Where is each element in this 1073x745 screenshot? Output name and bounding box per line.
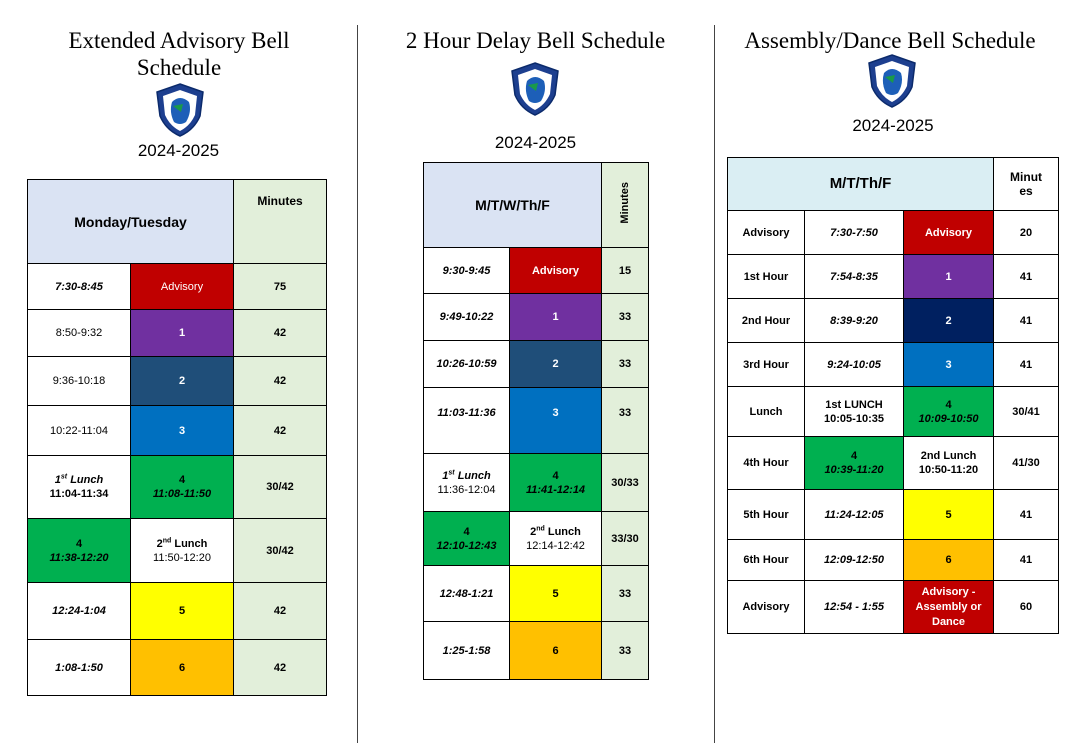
minutes-cell: 42: [234, 357, 327, 406]
period-6: 6: [510, 622, 602, 680]
minutes-cell: 33: [602, 622, 649, 680]
hour-label: 6th Hour: [728, 540, 805, 581]
minutes-cell: 42: [234, 583, 327, 640]
lion-shield-logo: [154, 82, 206, 138]
period-6: 6: [904, 540, 994, 581]
assembly-dance-schedule: [714, 0, 1073, 745]
hour-label: 4th Hour: [728, 437, 805, 490]
time-cell: 8:50-9:32: [28, 310, 131, 357]
period-4: 4 12:10-12:43: [424, 512, 510, 566]
period-2: 2: [510, 341, 602, 388]
table-header-minutes: Minutes: [602, 163, 649, 248]
period-4: 4 10:39-11:20: [805, 437, 904, 490]
time-cell: 9:24-10:05: [805, 343, 904, 387]
schedule-title: 2 Hour Delay Bell Schedule: [405, 28, 666, 53]
period-4: 4 11:41-12:14: [510, 454, 602, 512]
minutes-cell: 30/33: [602, 454, 649, 512]
minutes-cell: 30/41: [994, 387, 1059, 437]
schedule-table: [27, 179, 327, 696]
time-cell: 7:30-7:50: [805, 211, 904, 255]
time-cell: 8:39-9:20: [805, 299, 904, 343]
schedule-table: [727, 157, 1059, 634]
hour-label: Advisory: [728, 581, 805, 634]
period-1: 1: [904, 255, 994, 299]
period-advisory-assembly: Advisory - Assembly or Dance: [904, 581, 994, 634]
period-5: 5: [904, 490, 994, 540]
minutes-cell: 41/30: [994, 437, 1059, 490]
minutes-cell: 30/42: [234, 456, 327, 519]
hour-label: 1st Hour: [728, 255, 805, 299]
time-cell: 10:26-10:59: [424, 341, 510, 388]
minutes-cell: 41: [994, 255, 1059, 299]
time-cell: 10:22-11:04: [28, 406, 131, 456]
period-2: 2: [904, 299, 994, 343]
period-advisory: Advisory: [510, 248, 602, 294]
extended-advisory-schedule: [0, 0, 357, 745]
second-lunch-cell: 2nd Lunch 12:14-12:42: [510, 512, 602, 566]
period-6: 6: [131, 640, 234, 696]
minutes-cell: 60: [994, 581, 1059, 634]
second-lunch-cell: 2nd Lunch 10:50-11:20: [904, 437, 994, 490]
period-1: 1: [131, 310, 234, 357]
schedule-table: [423, 162, 649, 680]
schedule-title: Extended Advisory Bell Schedule: [68, 28, 290, 80]
minutes-cell: 30/42: [234, 519, 327, 583]
first-lunch-cell: [28, 456, 131, 519]
time-cell: 7:54-8:35: [805, 255, 904, 299]
time-cell: 12:54 - 1:55: [805, 581, 904, 634]
hour-label: 5th Hour: [728, 490, 805, 540]
period-2: 2: [131, 357, 234, 406]
minutes-cell: 33: [602, 341, 649, 388]
minutes-cell: 42: [234, 310, 327, 357]
lunch-label: 1st Lunch: [54, 473, 104, 486]
time-cell: 12:24-1:04: [28, 583, 131, 640]
lion-shield-logo: [866, 53, 918, 109]
two-hour-delay-schedule: [357, 0, 714, 745]
time-cell: 9:36-10:18: [28, 357, 131, 406]
time-cell: 9:30-9:45: [424, 248, 510, 294]
table-header-days: M/T/W/Th/F: [424, 163, 602, 248]
time-cell: 9:49-10:22: [424, 294, 510, 341]
hour-label: Advisory: [728, 211, 805, 255]
period-4: 4 11:08-11:50: [131, 456, 234, 519]
second-lunch-cell: 2nd Lunch 11:50-12:20: [131, 519, 234, 583]
school-year: 2024-2025: [494, 133, 577, 152]
time-cell: 1:25-1:58: [424, 622, 510, 680]
time-cell: 7:30-8:45: [28, 264, 131, 310]
period-1: 1: [510, 294, 602, 341]
hour-label: Lunch: [728, 387, 805, 437]
period-3: 3: [131, 406, 234, 456]
hour-label: 3rd Hour: [728, 343, 805, 387]
period-advisory: Advisory: [904, 211, 994, 255]
first-lunch-cell: 1st LUNCH 10:05-10:35: [805, 387, 904, 437]
minutes-cell: 42: [234, 640, 327, 696]
minutes-cell: 33: [602, 388, 649, 454]
minutes-cell: 41: [994, 299, 1059, 343]
school-year: 2024-2025: [852, 116, 934, 135]
school-year: 2024-2025: [137, 141, 220, 160]
minutes-cell: 20: [994, 211, 1059, 255]
period-4: 4 10:09-10:50: [904, 387, 994, 437]
schedule-title: Assembly/Dance Bell Schedule: [744, 28, 1036, 53]
table-header-minutes: Minut es: [994, 158, 1059, 211]
minutes-cell: 15: [602, 248, 649, 294]
time-cell: 12:09-12:50: [805, 540, 904, 581]
time-cell: 1:08-1:50: [28, 640, 131, 696]
period-3: 3: [904, 343, 994, 387]
period-5: 5: [510, 566, 602, 622]
hour-label: 2nd Hour: [728, 299, 805, 343]
period-4: 4 11:38-12:20: [28, 519, 131, 583]
time-cell: 11:24-12:05: [805, 490, 904, 540]
minutes-cell: 41: [994, 343, 1059, 387]
time-cell: 12:48-1:21: [424, 566, 510, 622]
period-3: 3: [510, 388, 602, 454]
table-header-days: M/T/Th/F: [728, 158, 994, 211]
minutes-cell: 42: [234, 406, 327, 456]
table-header-days: Monday/Tuesday: [28, 180, 234, 264]
minutes-cell: 41: [994, 540, 1059, 581]
minutes-cell: 33/30: [602, 512, 649, 566]
period-advisory: Advisory: [131, 264, 234, 310]
table-header-minutes: Minutes: [234, 180, 327, 264]
minutes-cell: 41: [994, 490, 1059, 540]
minutes-cell: 33: [602, 294, 649, 341]
minutes-cell: 75: [234, 264, 327, 310]
lion-shield-logo: [509, 61, 561, 117]
minutes-cell: 33: [602, 566, 649, 622]
period-5: 5: [131, 583, 234, 640]
time-cell: 11:03-11:36: [424, 388, 510, 454]
lunch-time: 11:04-11:34: [49, 488, 109, 500]
first-lunch-cell: 1st Lunch 11:36-12:04: [424, 454, 510, 512]
